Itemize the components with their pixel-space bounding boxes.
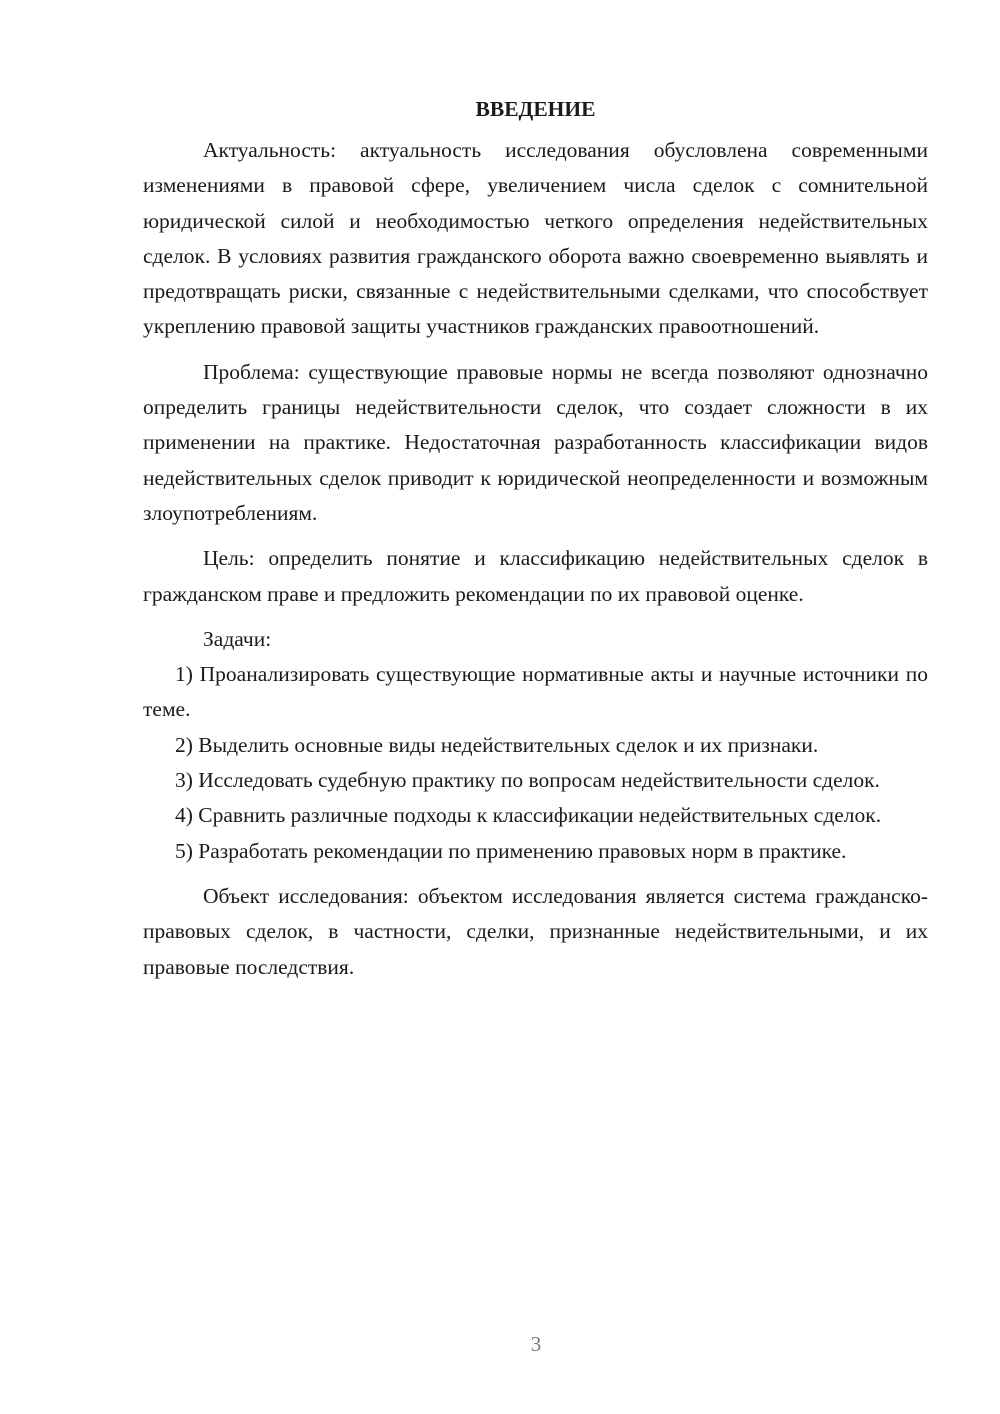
- task-item-5: 5) Разработать рекомендации по применению правовых норм в практике.: [175, 838, 847, 863]
- task-item-1: 1) Проанализировать существующие нормативные акты и научные источники по теме.: [143, 662, 928, 722]
- object-paragraph: Объект исследования: объектом исследования является система гражданско-правовых сделок, в частности, сделки, признанные недействительными, и их правовые последствия.: [143, 883, 928, 979]
- task-item-4: 4) Сравнить различные подходы к классификации недействительных сделок.: [175, 803, 882, 828]
- page-number: 3: [530, 1332, 542, 1356]
- section-heading: ВВЕДЕНИЕ: [475, 97, 596, 121]
- task-item-2: 2) Выделить основные виды недействительных сделок и их признаки.: [175, 732, 819, 757]
- relevance-paragraph: Актуальность: актуальность исследования обусловлена современными изменениями в правовой сфере, увеличением числа сделок с сомнительной юридической силой и необходимостью четкого определения недействительных сделок. В условиях развития гражданского оборота важно своевременно выявлять и предотвращать риски, связанные с недействительными сделками, что способствует укреплению правовой защиты участников гражданских правоотношений.: [143, 138, 928, 339]
- document-page: [143, 92, 928, 985]
- tasks-label: Задачи:: [203, 626, 272, 651]
- goal-paragraph: Цель: определить понятие и классификацию недействительных сделок в гражданском праве и предложить рекомендации по их правовой оценке.: [143, 546, 928, 606]
- problem-paragraph: Проблема: существующие правовые нормы не всегда позволяют однозначно определить границы недействительности сделок, что создает сложности в их применении на практике. Недостаточная разработанность классификации видов недействительных сделок приводит к юридической неопределенности и возможным злоупотреблениям.: [143, 359, 928, 525]
- task-item-3: 3) Исследовать судебную практику по вопросам недействительности сделок.: [175, 768, 880, 793]
